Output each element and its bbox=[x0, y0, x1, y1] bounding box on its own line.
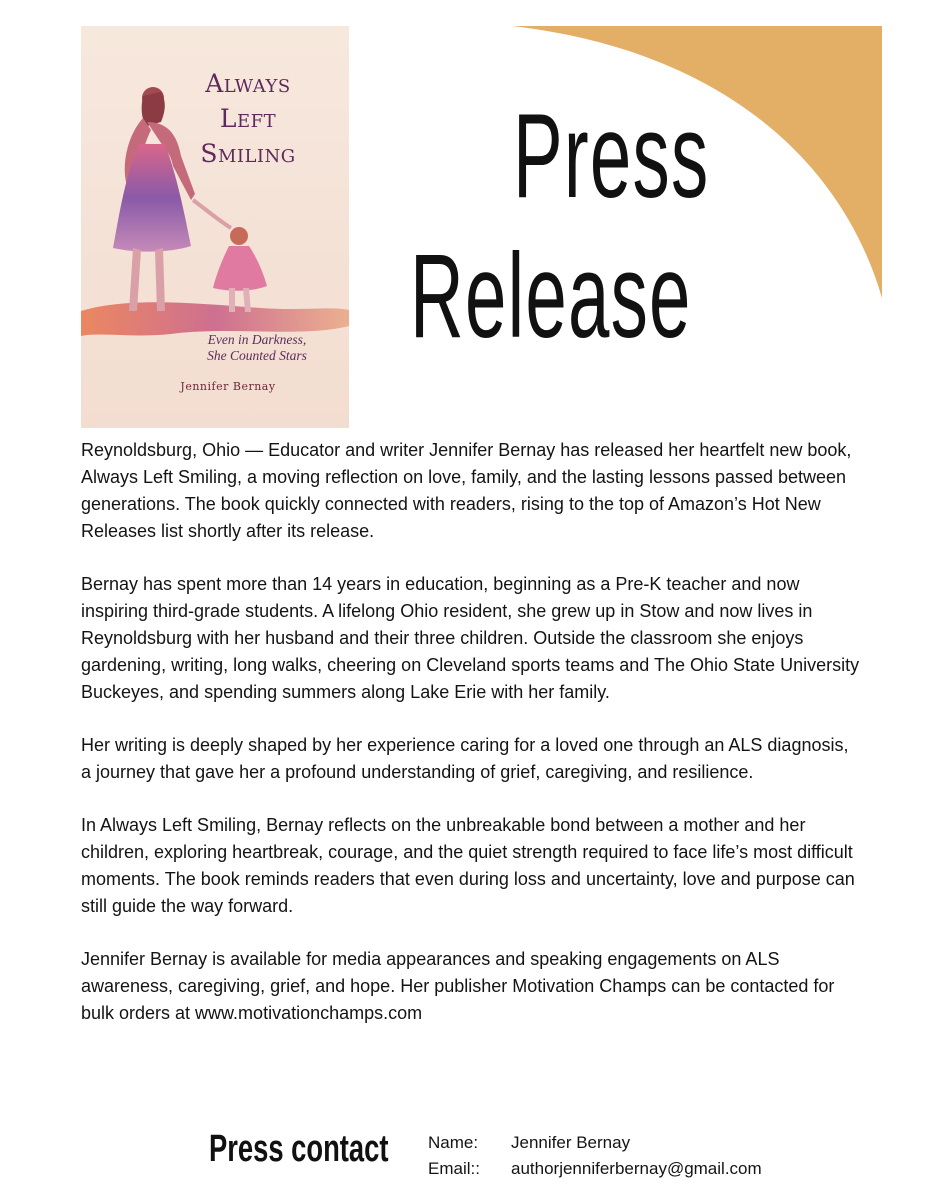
paragraph-availability: Jennifer Bernay is available for media appearances and speaking engagements on ALS awareness, caregiving, grief, and hope. Her publisher Motivation Champs can be contacted for bulk orders at www.motivationchamps.com bbox=[81, 949, 835, 1023]
cover-title-line-1: Always bbox=[205, 69, 291, 98]
contact-email-label: Email:: bbox=[428, 1159, 480, 1178]
cover-subtitle-line-1: Even in Darkness, bbox=[207, 332, 307, 347]
press-contact-heading: Press contact bbox=[209, 1128, 389, 1170]
cover-subtitle-line-2: She Counted Stars bbox=[207, 348, 307, 363]
cover-title bbox=[173, 66, 323, 171]
contact-name-value: Jennifer Bernay bbox=[511, 1133, 631, 1152]
headline-press: Press bbox=[513, 89, 710, 223]
contact-name-label: Name: bbox=[428, 1133, 479, 1152]
cover-title-line-3: Smiling bbox=[200, 139, 296, 168]
book-cover-image bbox=[81, 26, 349, 428]
paragraph-background: Bernay has spent more than 14 years in education, beginning as a Pre-K teacher and now inspiring third-grade students. A lifelong Ohio resident, she grew up in Stow and now lives in Reynoldsburg with her husband and their three children. Outside the classroom she enjoys gardening, writing, long walks, cheering on Cleveland sports teams and The Ohio State University Buckeyes, and spending summers along Lake Erie with her family. bbox=[81, 574, 860, 702]
cover-title-line-2: Left bbox=[219, 104, 277, 133]
paragraph-book-summary: In Always Left Smiling, Bernay reflects on the unbreakable bond between a mother and her children, exploring heartbreak, courage, and the quiet strength required to face life’s most difficult moments. The book reminds readers that even during loss and uncertainty, love and purpose can still guide the way forward. bbox=[81, 815, 855, 916]
paragraph-inspiration: Her writing is deeply shaped by her experience caring for a loved one through an ALS diagnosis, a journey that gave her a profound understanding of grief, caregiving, and resilience. bbox=[81, 735, 849, 782]
contact-email-value: authorjenniferbernay@gmail.com bbox=[511, 1159, 762, 1178]
paragraph-intro: Reynoldsburg, Ohio — Educator and writer Jennifer Bernay has released her heartfelt new book, Always Left Smiling, a moving reflection on love, family, and the lasting lessons passed between generations. The book quickly connected with readers, rising to the top of Amazon’s Hot New Releases list shortly after its release. bbox=[81, 440, 852, 541]
cover-author: Jennifer Bernay bbox=[180, 380, 276, 393]
headline-release: Release bbox=[410, 229, 692, 363]
press-release-body bbox=[81, 437, 861, 1053]
cover-subtitle bbox=[177, 332, 337, 364]
